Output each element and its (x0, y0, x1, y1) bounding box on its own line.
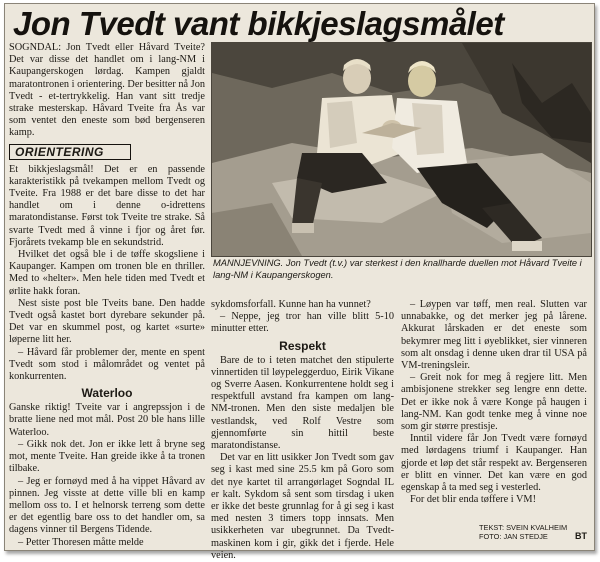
intro-paragraph (9, 42, 205, 140)
news-photo (211, 42, 592, 257)
body-paragraph: Ganske riktig! Tveite var i angrepssjon i de bratte liene ned mot mål. Post 20 ble hans lille Waterloo. (9, 402, 205, 438)
body-paragraph: – Håvard får problemer der, mente en spent Tvedt som stod i målområdet og ventet på konkurrenten. (9, 346, 205, 383)
column-1 (9, 42, 205, 549)
body-paragraph: – Gikk nok det. Jon er ikke lett å bryne seg mot, mente Tveite. Han greide ikke å ta tronen tilbake. (9, 438, 205, 475)
body-paragraph: – Neppe, jeg tror han ville blitt 5-10 minutter etter. (211, 311, 394, 335)
subheading-respekt: Respekt (279, 338, 326, 353)
intro-text: SOGNDAL: Jon Tvedt eller Håvard Tveite? Det var disse det handlet om i lang-NM i Kaupangerskogen lørdag. Kampen gjaldt maratontronen i orientering. Der besitter nå Jon Tvedt - et-tertrykkelig. Han vant sitt tredje strake mesterskap. Håvard Tveite fra Ås var som ventet den eneste som bød bergenseren kamp. (9, 42, 205, 139)
headline: Jon Tvedt vant bikkjeslagsmålet (13, 5, 504, 42)
body-paragraph: – Løypen var tøff, men real. Slutten var unnabakke, og det merker jeg på lårene. Akkurat lårskaden er det eneste som bekymrer meg litt i øyeblikket, sier vinneren som alt onsdag i denne uken drar til USA på VM-treningsleir. (401, 299, 587, 372)
column-3 (401, 299, 587, 506)
photo-illustration (212, 43, 591, 256)
body-paragraph: Nest siste post ble Tveits bane. Den hadde Tvedt også kastet bort dyrebare sekunder på. Det var en skummel post, og kartet «surte» løperne litt her. (9, 297, 205, 346)
body-paragraph: Hvilket det også ble i de tøffe skogsliene i Kaupanger. Kampen om tronen ble en thriller. Med to «helter». Men hele tiden med Tvedt et ørlite hakk foran. (9, 249, 205, 297)
text-credit: TEKST: SVEIN KVALHEIM (479, 523, 568, 532)
body-paragraph: Bare de to i teten matchet den stipulerte vinnertiden til løypeleggerduo, Eirik Vikane og Sverre Aasen. Konkurrentene holdt seg i respektfull avstand fra kampen om lang-NM-tronen. Men den siste medaljen ble vestlandsk, ved Rolf Vestre som gjennomførte sin hittil beste maratondistanse. (211, 354, 394, 452)
rubric-label: ORIENTERING (15, 144, 104, 159)
column-2 (211, 299, 394, 562)
body-paragraph: For det blir enda tøffere i VM! (410, 494, 537, 506)
photo-caption: MANNJEVNING. Jon Tvedt (t.v.) var sterkest i den knallharde duellen mot Håvard Tveite i lang-NM i Kaupangerskogen. (213, 258, 582, 280)
subheading-waterloo: Waterloo (81, 386, 133, 401)
photo-credit: FOTO: JAN STEDJE (479, 532, 548, 541)
section-rubric (9, 144, 131, 160)
body-paragraph: sykdomsforfall. Kunne han ha vunnet? (211, 299, 371, 310)
body-paragraph: – Petter Thoresen måtte melde (18, 536, 144, 548)
body-paragraph: Det var en litt usikker Jon Tvedt som gav seg i kast med sine 25.5 km på Goro som det nye kartet til arrangørlaget Sogndal IL er kalt. Sykdom så sent som tirsdag i uken er ikke det beste grunnlag for å gi seg i kast med nesten 3 timers topp innsats. Men usikkerheten var ubegrunnet. Da Tvedt-maskinen kom i gir, gikk det i fjerde. Hele veien. (211, 452, 394, 561)
body-paragraph: Et bikkjeslagsmål! Det er en passende karakteristikk på tvekampen mellom Tvedt og Tveite. Fra 1988 er det bare disse to det har handlet om i denne o-idrettens maratondistanse. Først tok Tveite tre strake. Så svarte Tvedt med å vinne i fjor og året før. Fjorårets tvekamp ble en sekundstrid. (9, 163, 205, 248)
newspaper-clipping (4, 3, 595, 561)
body-paragraph: – Greit nok for meg å regjere litt. Men ambisjonene strekker seg lengre enn dette. Det er ikke nok å være Konge på haugen i lang-NM. Kan godt tenke meg å vinne noe som gir større prestisje. (401, 372, 587, 433)
body-paragraph: – Jeg er fornøyd med å ha vippet Håvard av pinnen. Jeg visste at dette ville bli en kamp mellom oss to. I et helnorsk terreng som dette er det egentlig bare oss to det handler om, sa dagens vinner til Bergens Tidende. (9, 475, 205, 536)
body-paragraph: Inntil videre får Jon Tvedt være fornøyd med lørdagens triumf i Kaupanger. Han gjorde et løp det står respekt av. Bergenseren er blitt en vinner. Det kan være en god egenskap å ta med seg i vesterled. (401, 433, 587, 494)
newspaper-logo: BT (575, 531, 587, 541)
